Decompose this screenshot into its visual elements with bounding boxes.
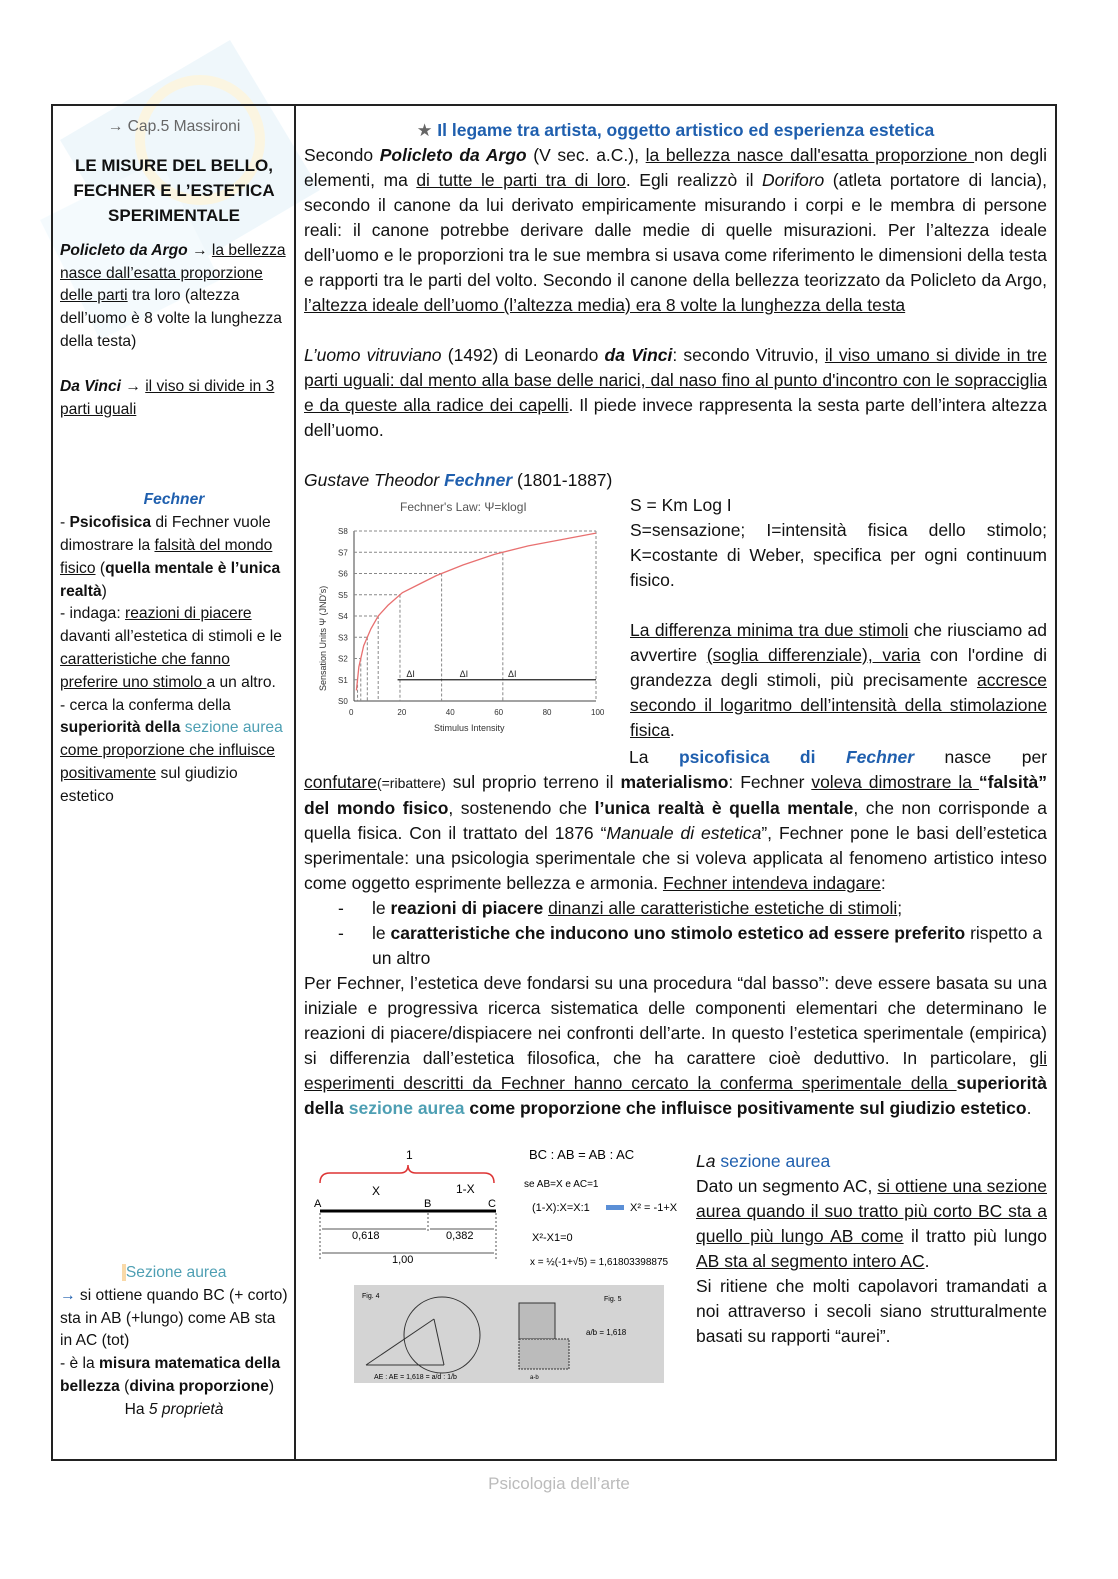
- note-policleto: Policleto da Argo → la bellezza nasce dall’esatta proporzione delle parti tra loro (altezza dell’uomo è 8 volte la lunghezza della testa): [60, 241, 286, 350]
- para-estetica: Per Fechner, l’estetica deve fondarsi su una procedura “dal basso”: deve essere basata su una iniziale e progressiva ricerca sistematica delle componenti elementari che determinano le reazioni di piacere/dispiacere nei confronti dell’arte. In questo l’estetica sperimentale (empirica) si differenzia dall’estetica filosofica, che ha carattere cioè deduttivo. In particolare, gli esperimenti descritti da Fechner hanno cercato la conferma sperimentale della superiorità della sezione aurea come proporzione che influisce positivamente sul giudizio estetico.: [304, 973, 1047, 1118]
- point-c: C: [488, 1198, 496, 1210]
- delta-label: ΔI: [508, 668, 517, 679]
- formula: S = Km Log I: [630, 495, 732, 515]
- column-divider: [294, 104, 296, 1461]
- fig-label-x: X: [372, 1184, 381, 1198]
- left-title: LE MISURE DEL BELLO, FECHNER E L’ESTETICA SPERIMENTALE: [73, 155, 275, 225]
- y-tick-label: S0: [338, 697, 348, 706]
- fechner-list: [304, 896, 1047, 971]
- fig4-caption: AE : AE = 1,618 = a/d : 1/b: [374, 1374, 457, 1381]
- x-tick-label: 80: [542, 708, 552, 717]
- brace: [320, 1165, 494, 1183]
- note-davinci: Da Vinci → il viso si divide in 3 parti uguali: [60, 377, 275, 418]
- eq6: x = ½(-1+√5) = 1,61803398875: [530, 1257, 669, 1268]
- note-fechner: Fechner - Psicofisica di Fechner vuole dimostrare la falsità del mondo fisico (quella mentale è l’unica realtà) - indaga: reazioni di piacere davanti all’estetica di stimoli e le caratteristiche che fanno preferire uno stimolo a un altro. - cerca la conferma della superiorità della sezione aurea come proporzione che influisce positivamente sul giudizio estetico: [60, 491, 283, 805]
- y-tick-label: S6: [338, 569, 348, 579]
- fig5-square: [519, 1303, 555, 1339]
- left-column: [60, 104, 288, 1418]
- eq5: X²-X1=0: [532, 1232, 573, 1244]
- para-psicofisica: confutare(=ribattere) sul proprio terreno il materialismo: Fechner voleva dimostrare la “falsità” del mondo fisico, sostenendo che l’unica realtà è quella mentale, che non corrisponde a quella fisica. Con il trattato del 1876 “Manuale di estetica”, Fechner pone le basi dell’estetica sperimentale: una psicologia sperimentale che si voleva applicata al fenomeno artistico inteso come oggetto esprimente bellezza e armonia. Fechner intendeva indagare:: [304, 772, 1047, 893]
- aurea-section: [304, 1143, 1047, 1383]
- para-fechner-name: Gustave Theodor Fechner (1801-1887): [304, 470, 613, 490]
- seg-long-label: 0,618: [352, 1230, 380, 1242]
- x-tick-label: 0: [349, 708, 354, 717]
- fig-label-1: 1: [406, 1148, 413, 1162]
- y-tick-label: S3: [338, 633, 348, 643]
- point-a: A: [314, 1198, 322, 1210]
- fig5-rect: [519, 1339, 569, 1369]
- page-footer: Psicologia dell’arte: [488, 1474, 630, 1493]
- y-axis-label: Sensation Units Ψ (JND's): [318, 585, 328, 691]
- x-tick-label: 20: [397, 708, 407, 717]
- para-soglia: La differenza minima tra due stimoli che riusciamo ad avvertire (soglia differenziale), varia con l'ordine di grandezza degli stimoli, più precisamente accresce secondo il logaritmo dell’intensità della stimolazione fisica.: [630, 620, 1047, 740]
- fig5-label: Fig. 5: [604, 1296, 622, 1303]
- para-policleto: Secondo Policleto da Argo (V sec. a.C.), la bellezza nasce dall'esatta proporzione non degli elementi, ma di tutte le parti tra di loro. Egli realizzò il Doriforo (atleta portatore di lancia), secondo il canone da lui derivato empiricamente misurando i corpi e le membra di persone reali: il canone potrebbe derivare dalle medie di quelle misurazioni. Per l’altezza ideale dell’uomo e le proporzioni tra le sue membra si usava come riferimento le dimensioni della testa e rapporti tra le parti del volto. Secondo il canone della bellezza teorizzato da Policleto da Argo, l’altezza ideale dell’uomo (l’altezza media) era 8 volte la lunghezza della testa: [304, 145, 1047, 315]
- fechner-chart: [304, 495, 614, 745]
- para-vitruviano: L’uomo vitruviano (1492) di Leonardo da Vinci: secondo Vitruvio, il viso umano si divide in tre parti uguali: dal mento alla base delle narici, dal naso fino al punto d'incontro con le sopracciglia e da queste alla radice dei capelli. Il piede invece rappresenta la sesta parte dell’intera altezza dell’uomo.: [304, 345, 1047, 440]
- y-tick-label: S8: [338, 527, 348, 536]
- formula-def: S=sensazione; I=intensità fisica dello stimolo; K=costante di Weber, specifica per ogni continuum fisico.: [630, 520, 1047, 590]
- y-tick-label: S2: [338, 654, 348, 664]
- delta-label: ΔI: [459, 668, 469, 679]
- list-item: - le caratteristiche che inducono uno stimolo estetico ad essere preferito rispetto a un altro: [338, 921, 1047, 971]
- x-tick-label: 40: [445, 708, 455, 717]
- y-tick-label: S1: [338, 675, 348, 685]
- star-icon: ★: [416, 120, 433, 140]
- fig4-label: Fig. 4: [362, 1293, 380, 1300]
- fig5-ratio: a/b = 1,618: [586, 1328, 627, 1337]
- golden-section-figure: [304, 1143, 684, 1383]
- seg-short-label: 0,382: [446, 1230, 474, 1242]
- x-tick-label: 60: [494, 708, 504, 717]
- eq2: se AB=X e AC=1: [524, 1179, 599, 1190]
- note-aurea: Sezione aurea → si ottiene quando BC (+ corto) sta in AB (+lungo) come AB sta in AC (tot) - è la misura matematica della bellezza (divina proporzione) Ha 5 proprietà: [60, 1264, 288, 1418]
- fig-label-1x: 1-X: [456, 1182, 475, 1196]
- y-tick-label: S7: [338, 548, 348, 558]
- list-item: - le reazioni di piacere dinanzi alle caratteristiche estetiche di stimoli;: [338, 896, 1047, 921]
- point-b: B: [424, 1198, 432, 1210]
- right-column: [304, 104, 1047, 1383]
- eq4: X² = -1+X: [630, 1202, 678, 1214]
- x-tick-label: 100: [591, 708, 605, 717]
- y-tick-label: S4: [338, 612, 348, 621]
- eq1: BC : AB = AB : AC: [529, 1147, 635, 1162]
- y-tick-label: S5: [338, 590, 348, 600]
- x-axis-label: Stimulus Intensity: [434, 723, 505, 733]
- eq3: (1-X):X=X:1: [532, 1202, 590, 1214]
- aurea-text: La sezione aurea Dato un segmento AC, si ottiene una sezione aurea quando il suo tratto più corto BC sta a quello più lungo AB come il tratto più lungo AB sta al segmento intero AC. Si ritiene che molti capolavori tramandati a noi attraverso i secoli siano strutturalmente basati su rapporti “aurei”.: [696, 1151, 1047, 1346]
- chart-title: Fechner's Law: Ψ=klogI: [400, 500, 527, 514]
- fechner-chart-svg: [304, 495, 614, 745]
- arrow-icon: [606, 1205, 624, 1210]
- para-psicofisica-start: La psicofisica di Fechner nasce per: [629, 747, 1048, 767]
- total-label: 1,00: [392, 1254, 414, 1266]
- chapter-ref: → Cap.5 Massironi: [107, 118, 241, 135]
- section-heading: ★ Il legame tra artista, oggetto artistico ed esperienza estetica: [416, 120, 935, 140]
- delta-label: ΔI: [406, 668, 415, 679]
- fig5-ab: a-b: [530, 1375, 539, 1381]
